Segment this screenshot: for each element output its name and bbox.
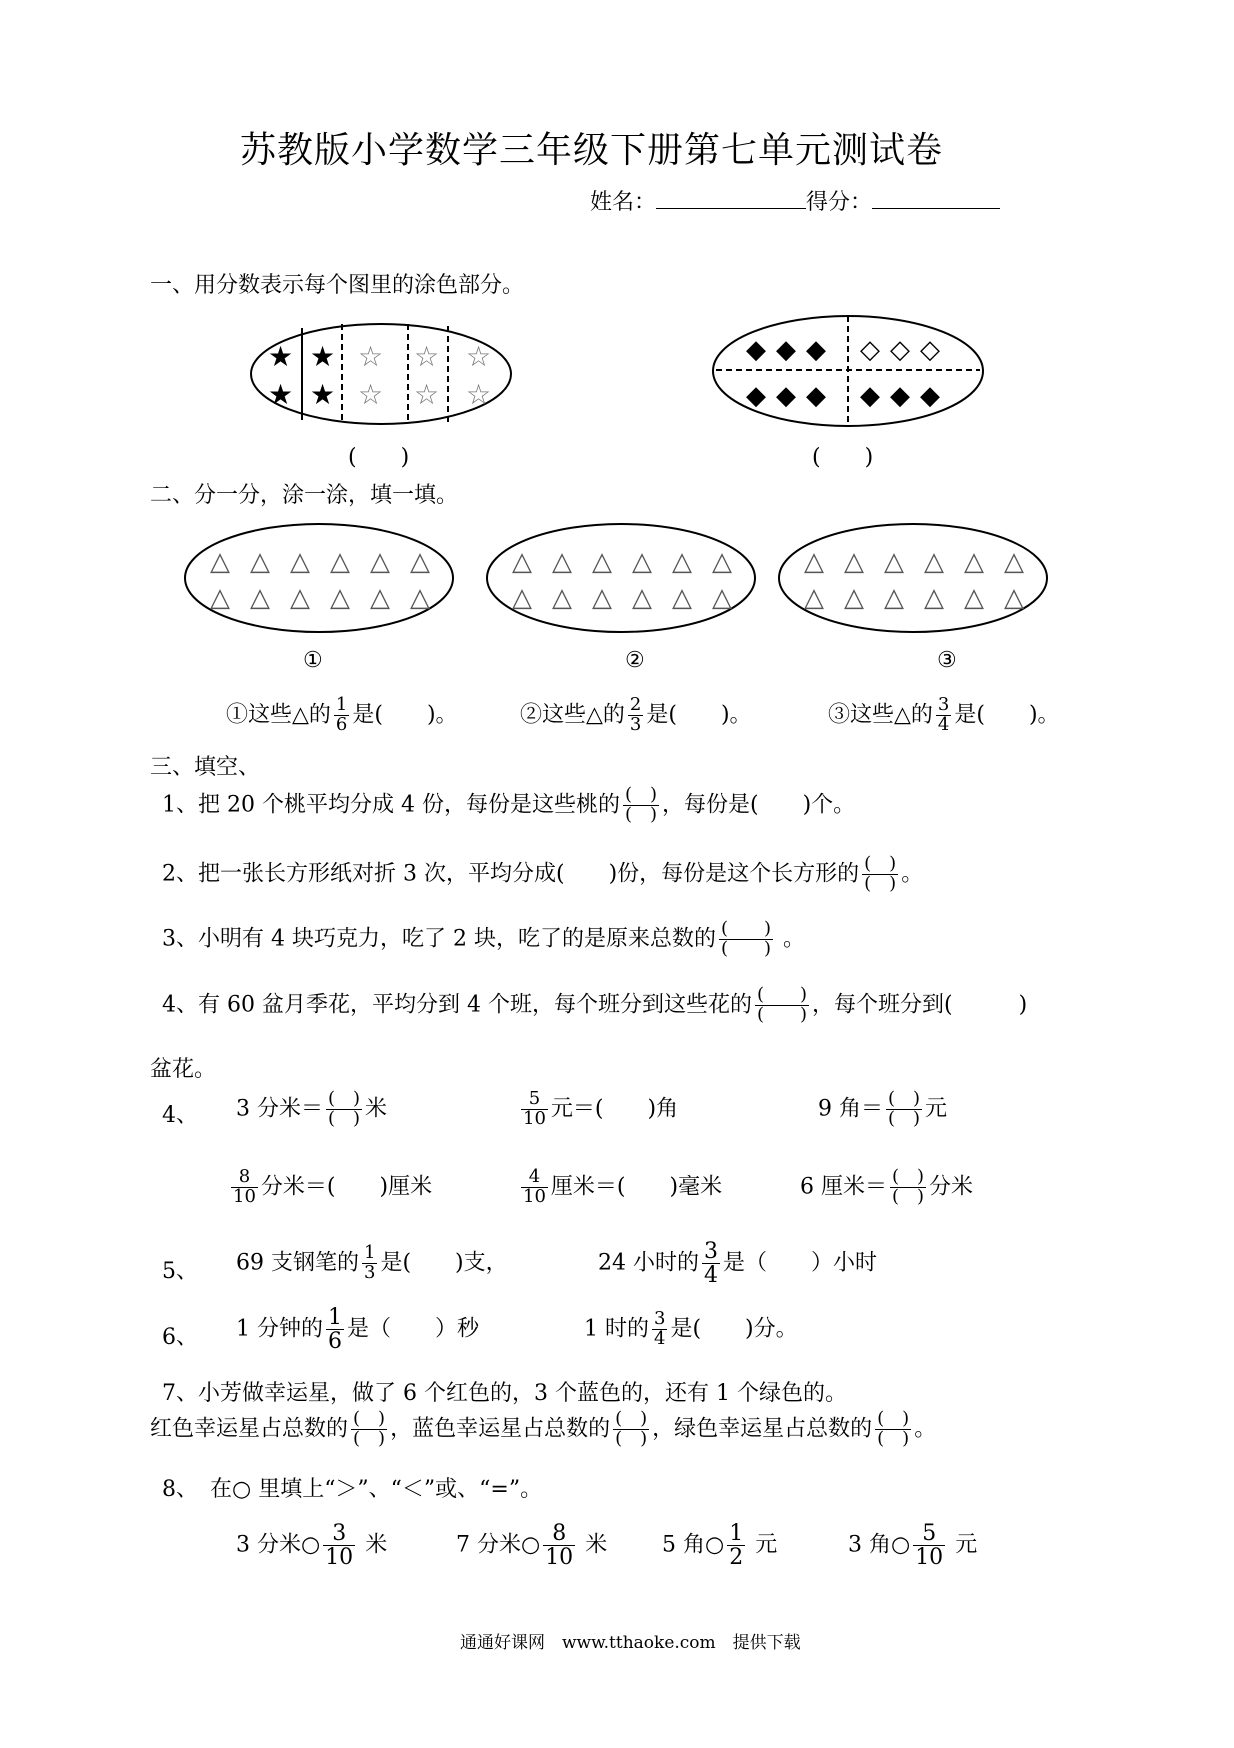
figure-diamonds	[710, 312, 990, 432]
triangle-icon: △	[552, 547, 572, 577]
star-outline-icon: ☆	[414, 340, 440, 373]
s3-question-1: 1、把 20 个桃平均分成 4 份，每份是这些桃的 $\frac{( )}{( )}$ ，每份是( )个。	[162, 784, 856, 825]
triangle-icon: △	[250, 547, 270, 577]
triangle-icon: △	[712, 547, 732, 577]
footer: 通通好课网 www.tthaoke.com 提供下载	[460, 1633, 801, 1653]
p5-label: 5、	[162, 1259, 198, 1284]
star-filled-icon: ★	[310, 340, 336, 373]
page-title: 苏教版小学数学三年级下册第七单元测试卷	[240, 130, 944, 171]
diamond-filled-icon: ◆	[806, 335, 826, 365]
answer-blank-1[interactable]: ( )	[348, 445, 410, 470]
p6-question-a: 1 分钟的 $\frac{1}{6}$ 是（ ）秒	[236, 1305, 480, 1355]
section1-heading: 一、用分数表示每个图里的涂色部分。	[150, 273, 525, 298]
figure-triangles-3	[776, 520, 1056, 640]
s2-question-3: ③这些△的 $\frac{3}{4}$ 是( )。	[828, 694, 1060, 735]
s3-question-4-cont: 盆花。	[150, 1057, 217, 1082]
p4-conversion-b: $\frac{5}{10}$ 元＝( )角	[523, 1088, 679, 1129]
star-outline-icon: ☆	[414, 378, 440, 411]
triangle-icon: △	[410, 583, 430, 613]
s3-question-4: 4、有 60 盆月季花，平均分到 4 个班，每个班分到这些花的 $\frac{( )}{( )}$ ，每个班分到( )	[162, 984, 1028, 1025]
star-outline-icon: ☆	[466, 378, 492, 411]
star-outline-icon: ☆	[358, 378, 384, 411]
p8-compare-b: 7 分米○ $\frac{8}{10}$ 米	[456, 1521, 608, 1571]
diamond-filled-icon: ◆	[860, 381, 880, 411]
diamond-outline-icon: ◇	[890, 335, 910, 365]
diamond-outline-icon: ◇	[920, 335, 940, 365]
triangle-icon: △	[672, 583, 692, 613]
p8-compare-a: 3 分米○ $\frac{3}{10}$ 米	[236, 1521, 388, 1571]
diamond-filled-icon: ◆	[746, 335, 766, 365]
triangle-icon: △	[512, 583, 532, 613]
triangle-icon: △	[924, 583, 944, 613]
triangle-icon: △	[592, 547, 612, 577]
triangle-icon: △	[804, 583, 824, 613]
star-filled-icon: ★	[310, 378, 336, 411]
circle-label-3: ③	[937, 648, 957, 673]
triangle-icon: △	[370, 583, 390, 613]
p5-question-a: 69 支钢笔的 $\frac{1}{3}$ 是( )支，	[236, 1242, 508, 1283]
triangle-icon: △	[712, 583, 732, 613]
s3-question-2: 2、把一张长方形纸对折 3 次，平均分成( )份，每份是这个长方形的 $\frac{( )}{( )}$ 。	[162, 853, 924, 894]
s2-question-2: ②这些△的 $\frac{2}{3}$ 是( )。	[520, 694, 752, 735]
p7-line-2: 红色幸运星占总数的 $\frac{( )}{( )}$ ，蓝色幸运星占总数的 $\frac{( )}{( )}$ ，绿色幸运星占总数的 $\frac{( )}{( )}$ 。	[150, 1408, 937, 1449]
triangle-icon: △	[924, 547, 944, 577]
p8-label: 8、	[162, 1477, 198, 1502]
triangle-icon: △	[844, 583, 864, 613]
triangle-icon: △	[1004, 583, 1024, 613]
triangle-icon: △	[964, 547, 984, 577]
star-outline-icon: ☆	[466, 340, 492, 373]
triangle-icon: △	[410, 547, 430, 577]
triangle-icon: △	[804, 547, 824, 577]
triangle-icon: △	[884, 547, 904, 577]
name-label: 姓名：	[590, 190, 657, 215]
p4-conversion-c: 9 角＝ $\frac{( )}{( )}$ 元	[818, 1088, 948, 1129]
answer-blank-2[interactable]: ( )	[812, 445, 874, 470]
triangle-icon: △	[210, 547, 230, 577]
diamond-filled-icon: ◆	[746, 381, 766, 411]
triangle-icon: △	[552, 583, 572, 613]
triangle-icon: △	[592, 583, 612, 613]
triangle-icon: △	[884, 583, 904, 613]
triangle-icon: △	[290, 583, 310, 613]
triangle-icon: △	[632, 547, 652, 577]
section2-heading: 二、分一分，涂一涂，填一填。	[150, 483, 459, 508]
diamond-outline-icon: ◇	[860, 335, 880, 365]
triangle-icon: △	[330, 547, 350, 577]
p5-question-b: 24 小时的 $\frac{3}{4}$ 是（ ）小时	[598, 1239, 878, 1289]
s3-question-3: 3、小明有 4 块巧克力，吃了 2 块，吃了的是原来总数的 $\frac{( )}{( )}$ 。	[162, 918, 806, 959]
triangle-icon: △	[370, 547, 390, 577]
p4-conversion-e: $\frac{4}{10}$ 厘米＝( )毫米	[523, 1166, 723, 1207]
star-filled-icon: ★	[268, 340, 294, 373]
figure-triangles-1	[182, 520, 462, 640]
s2-question-1: ①这些△的 $\frac{1}{6}$ 是( )。	[226, 694, 458, 735]
diamond-filled-icon: ◆	[890, 381, 910, 411]
name-field[interactable]	[590, 185, 1000, 216]
triangle-icon: △	[632, 583, 652, 613]
p8-instruction: 在○ 里填上“＞”、“＜”或、“=”。	[210, 1477, 543, 1502]
diamond-filled-icon: ◆	[776, 381, 796, 411]
score-label: 得分：	[806, 190, 873, 215]
p8-compare-c: 5 角○ $\frac{1}{2}$ 元	[662, 1521, 778, 1571]
triangle-icon: △	[330, 583, 350, 613]
diamond-filled-icon: ◆	[806, 381, 826, 411]
star-outline-icon: ☆	[358, 340, 384, 373]
name-blank[interactable]	[656, 208, 806, 209]
triangle-icon: △	[964, 583, 984, 613]
p4-conversion-d: $\frac{8}{10}$ 分米＝( )厘米	[233, 1166, 433, 1207]
triangle-icon: △	[250, 583, 270, 613]
triangle-icon: △	[672, 547, 692, 577]
star-filled-icon: ★	[268, 378, 294, 411]
circle-label-1: ①	[303, 648, 323, 673]
triangle-icon: △	[1004, 547, 1024, 577]
score-blank[interactable]	[872, 208, 1000, 209]
p8-compare-d: 3 角○ $\frac{5}{10}$ 元	[848, 1521, 978, 1571]
triangle-icon: △	[210, 583, 230, 613]
p4-label: 4、	[162, 1103, 198, 1128]
diamond-filled-icon: ◆	[920, 381, 940, 411]
p6-label: 6、	[162, 1325, 198, 1350]
p4-conversion-f: 6 厘米＝ $\frac{( )}{( )}$ 分米	[800, 1166, 974, 1207]
section3-heading: 三、填空、	[150, 755, 261, 780]
triangle-icon: △	[290, 547, 310, 577]
triangle-icon: △	[844, 547, 864, 577]
figure-triangles-2	[484, 520, 764, 640]
diamond-filled-icon: ◆	[776, 335, 796, 365]
circle-label-2: ②	[625, 648, 645, 673]
p4-conversion-a: 3 分米＝ $\frac{( )}{( )}$ 米	[236, 1088, 388, 1129]
p6-question-b: 1 时的 $\frac{3}{4}$ 是( )分。	[584, 1308, 798, 1349]
p7-line-1: 7、小芳做幸运星，做了 6 个红色的，3 个蓝色的，还有 1 个绿色的。	[162, 1381, 847, 1406]
figure-stars	[248, 320, 518, 430]
triangle-icon: △	[512, 547, 532, 577]
